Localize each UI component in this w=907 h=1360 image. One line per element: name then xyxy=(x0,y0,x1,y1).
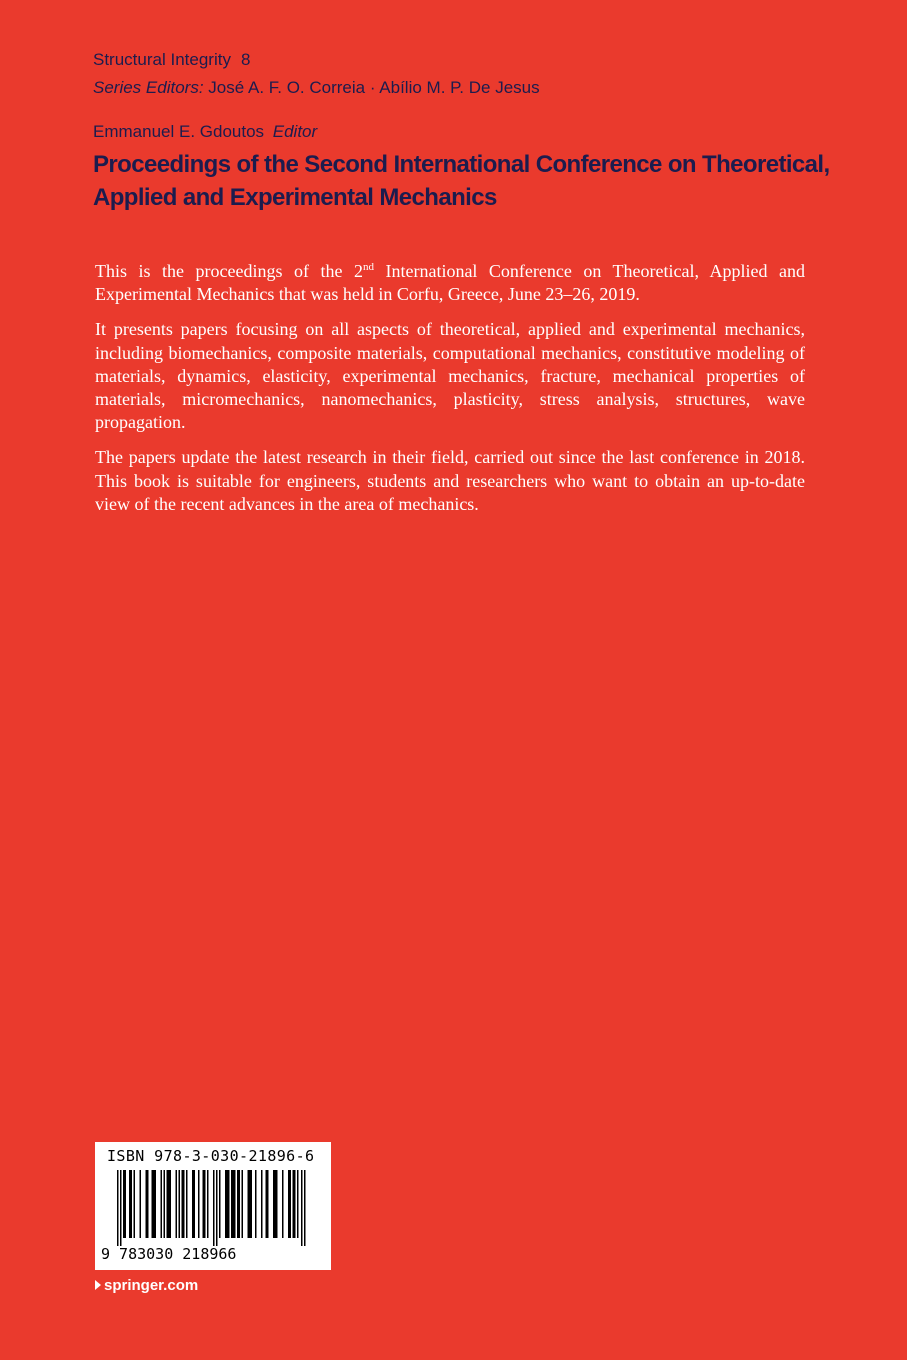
barcode-bar xyxy=(164,1170,166,1238)
barcode-bar xyxy=(129,1170,132,1238)
series-editors-label: Series Editors: xyxy=(93,78,204,97)
barcode-bar xyxy=(248,1170,253,1238)
series-title: Structural Integrity xyxy=(93,50,231,69)
book-title: Proceedings of the Second International Conference on Theoretical, Applied and Experimental Mechanics xyxy=(93,151,830,211)
editor-role: Editor xyxy=(272,122,318,141)
description-paragraph-2: It presents papers focusing on all aspects of theoretical, applied and experimental mechanics, including biomechanics, composite materials, computational mechanics, constitutive modeling of materials, dynamics, elasticity, experimental mechanics, fracture, mechanical properties of materials, micromechanics, nanomechanics, plasticity, stress analysis, structures, wave propagation. xyxy=(95,319,805,433)
barcode-bar xyxy=(120,1170,122,1246)
barcode-bar xyxy=(213,1170,215,1246)
barcode-bar xyxy=(266,1170,269,1238)
barcode-bar xyxy=(117,1170,119,1246)
barcode-bar xyxy=(293,1170,296,1238)
barcode-bar xyxy=(152,1170,157,1238)
editor-name: Emmanuel E. Gdoutos xyxy=(93,122,265,141)
description-p1-superscript: nd xyxy=(362,261,374,273)
series-editors-names: José A. F. O. Correia · Abílio M. P. De Jesus xyxy=(208,78,540,97)
barcode-bar xyxy=(282,1170,284,1238)
barcode-bar xyxy=(134,1170,136,1238)
barcode-bar xyxy=(207,1170,209,1238)
publisher-website-label: springer.com xyxy=(104,1277,199,1294)
barcode-image xyxy=(95,1170,331,1246)
description-p1-end: International Conference on Theoretical, Applied and Experimental Mechanics that was held in Corfu, Greece, June 23–26, 2019. xyxy=(95,261,805,305)
barcode-bar xyxy=(288,1170,291,1238)
barcode-bar xyxy=(261,1170,263,1238)
barcode-bar xyxy=(179,1170,181,1238)
barcode-bar xyxy=(176,1170,178,1238)
barcode-bar xyxy=(231,1170,236,1238)
triangle-right-icon xyxy=(95,1280,101,1290)
book-description xyxy=(95,260,805,528)
barcode-bar xyxy=(216,1170,218,1246)
barcode-bar xyxy=(167,1170,172,1238)
publisher-website[interactable] xyxy=(95,1276,198,1296)
barcode-bar xyxy=(123,1170,126,1238)
barcode-bar xyxy=(242,1170,244,1238)
barcode-bar xyxy=(255,1170,257,1238)
isbn-barcode-panel xyxy=(95,1142,331,1270)
barcode-bar xyxy=(237,1170,240,1238)
barcode-bar xyxy=(297,1170,299,1238)
barcode-digits: 9 783030 218966 xyxy=(101,1245,237,1263)
barcode-bar xyxy=(186,1170,188,1238)
description-paragraph-1 xyxy=(95,260,805,306)
series-title-line xyxy=(93,49,250,71)
barcode-bar xyxy=(273,1170,278,1238)
barcode-bar xyxy=(140,1170,142,1238)
barcode-bar xyxy=(301,1170,303,1246)
description-p1-start: This is the proceedings of the 2 xyxy=(95,261,363,281)
barcode-bar xyxy=(304,1170,306,1246)
barcode-bar xyxy=(203,1170,206,1238)
barcode-bar xyxy=(161,1170,163,1238)
barcode-bar xyxy=(182,1170,185,1238)
barcode-bar xyxy=(198,1170,200,1238)
series-editors-line xyxy=(93,77,540,99)
volume-editor-line xyxy=(93,121,317,143)
barcode-bar xyxy=(192,1170,195,1238)
barcode-bar xyxy=(219,1170,221,1238)
description-paragraph-3: The papers update the latest research in their field, carried out since the last conference in 2018. This book is suitable for engineers, students and researchers who want to obtain an up-to-date view of the recent advances in the area of mechanics. xyxy=(95,447,805,514)
barcode-bar xyxy=(146,1170,149,1238)
isbn-number: ISBN 978-3-030-21896-6 xyxy=(107,1147,315,1165)
series-volume: 8 xyxy=(240,50,251,69)
barcode-bar xyxy=(225,1170,230,1238)
